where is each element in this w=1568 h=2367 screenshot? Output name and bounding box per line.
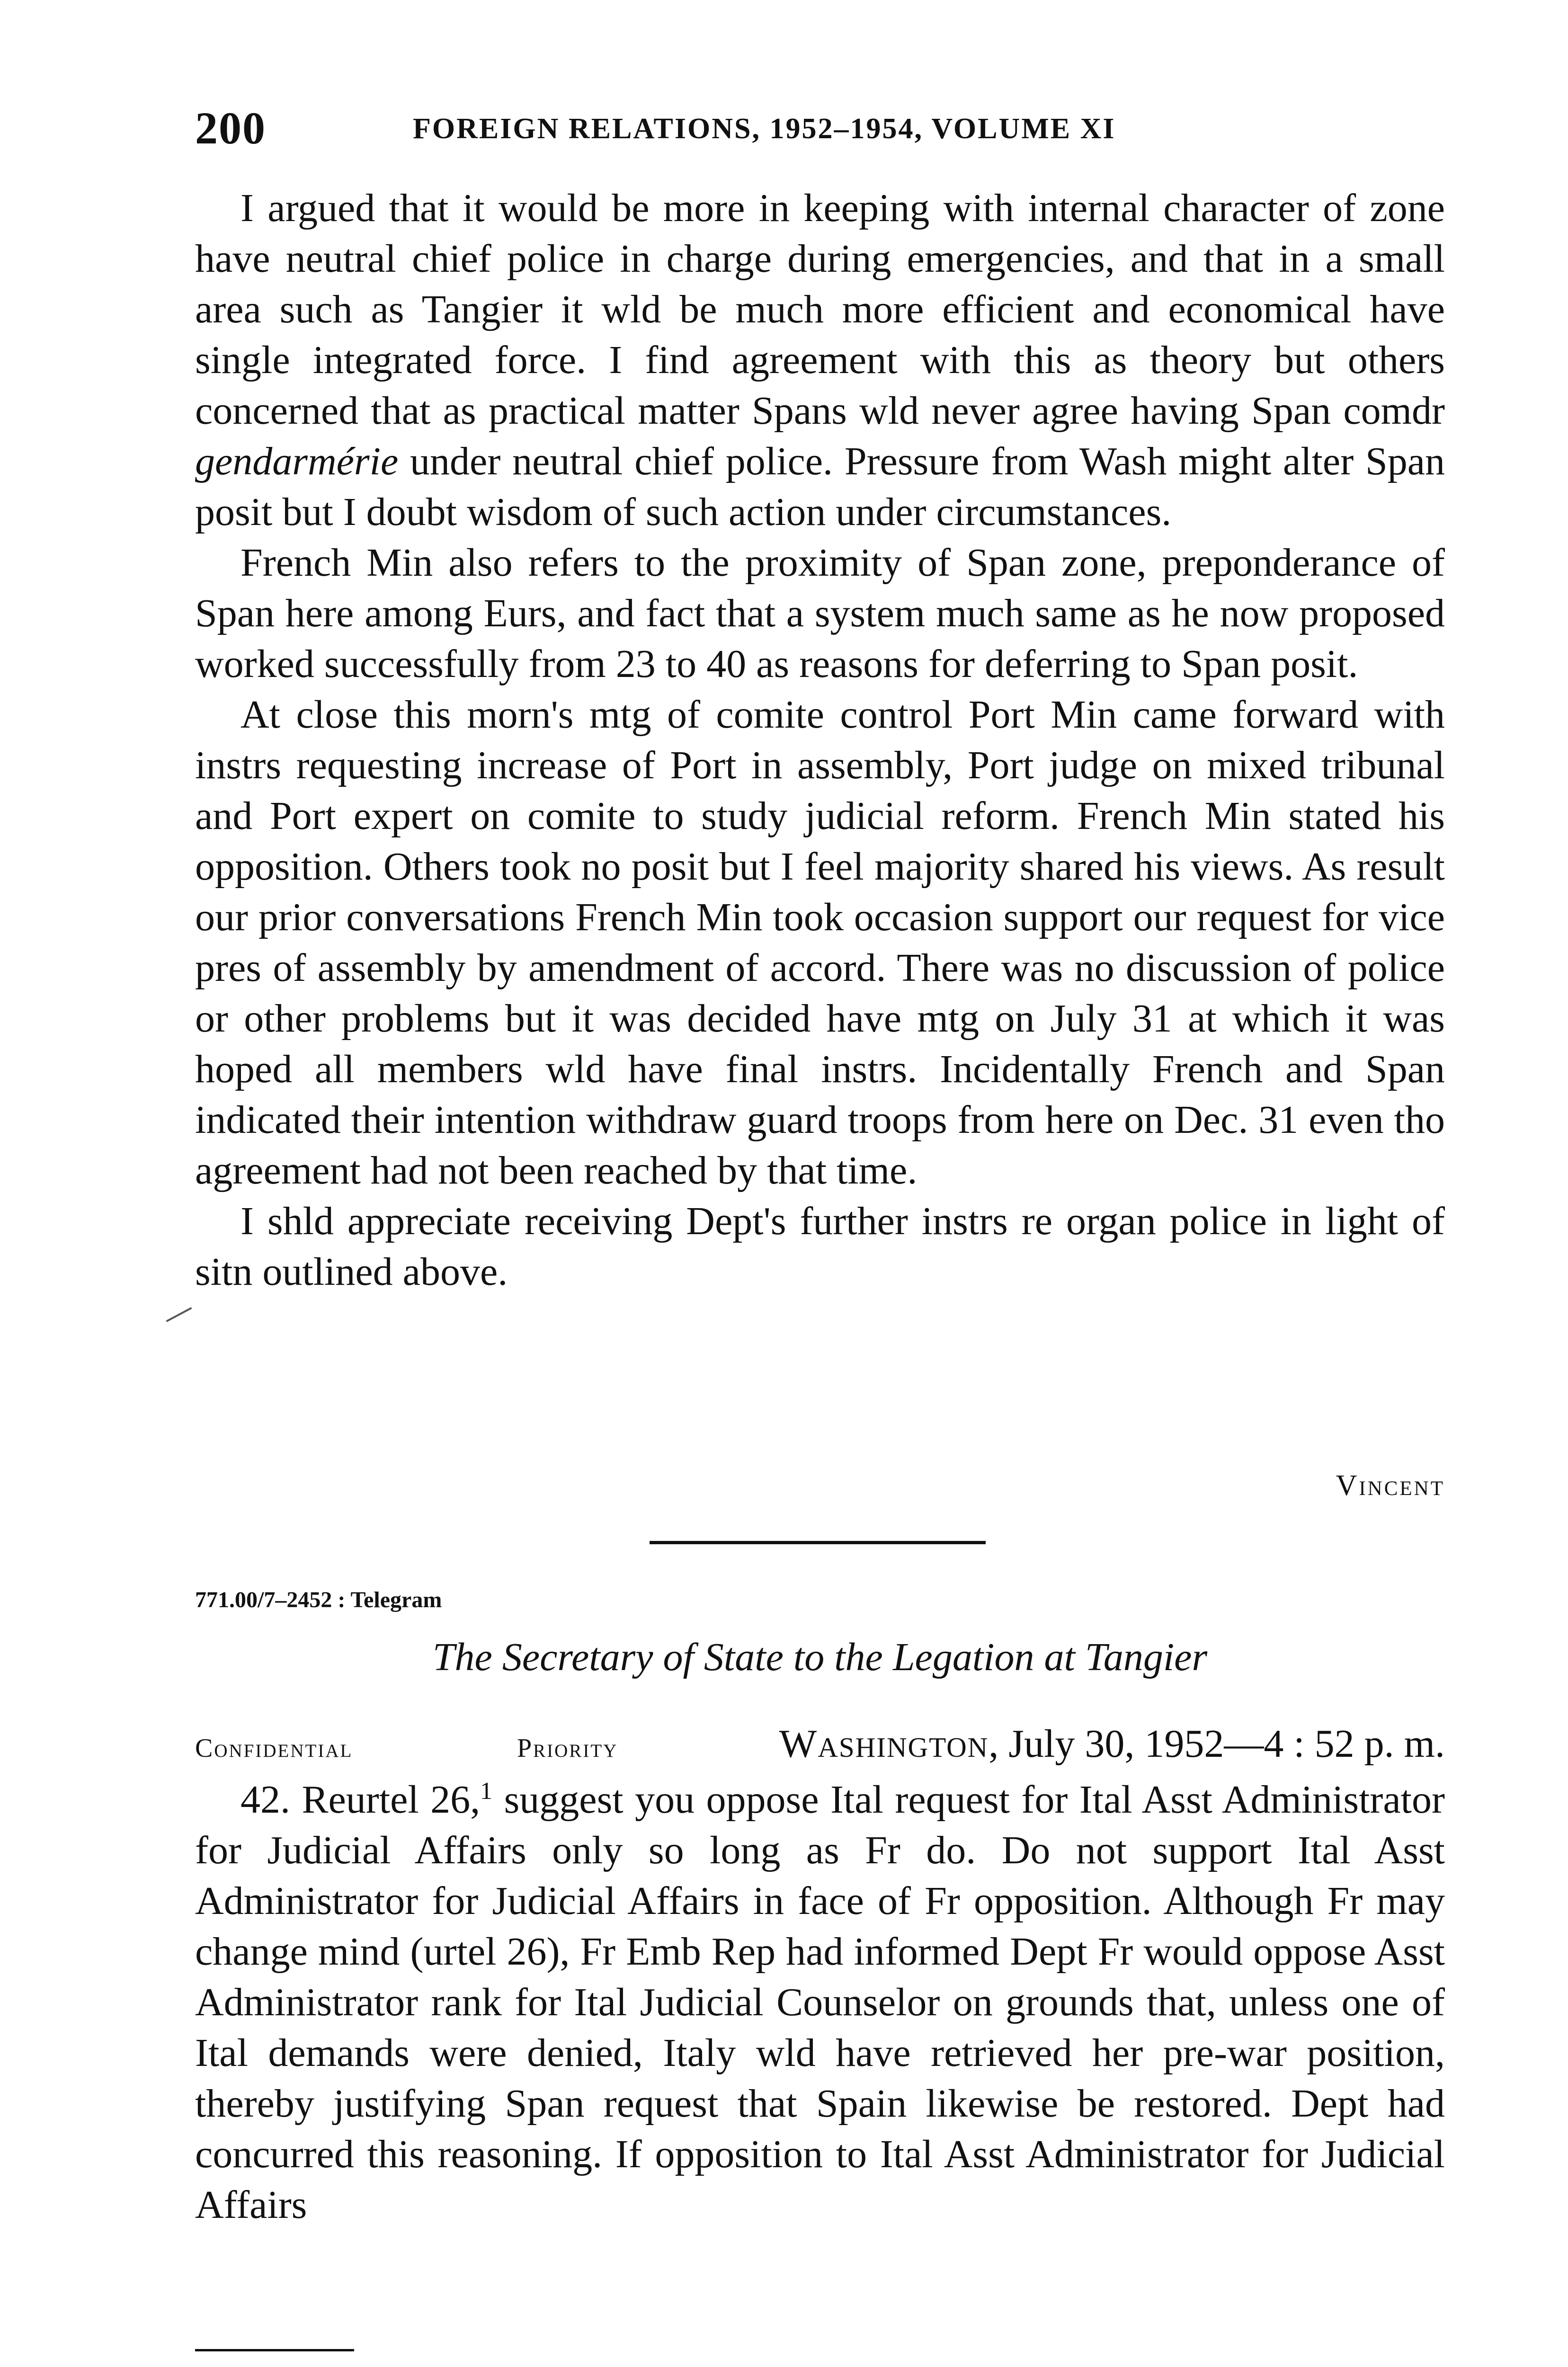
p1-before: I argued that it would be more in keeping with internal character of zone have neutral chief police in charge during emergencies, and that in a small area such as Tangier it wld be much more efficient and economical have single integrated force. I find agreement with this as theory but others concerned that as practical matter Spans wld never agree having Span comdr — [195, 186, 1445, 433]
para-rest: suggest you oppose Ital request for Ital Asst Administrator for Judicial Affairs only so long as Fr do. Do not support Ital Asst Administrator for Judicial Affairs in face of Fr opposition. Although Fr may change mind (urtel 26), Fr Emb Rep had informed Dept Fr would oppose Asst Administrator rank for Ital Judicial Counselor on grounds that, unless one of Ital demands were denied, Italy wld have retrieved her pre-war position, thereby justifying Span request that Spain likewise be restored. Dept had concurred this reasoning. If opposition to Ital Asst Administrator for Judicial Affairs — [195, 1778, 1445, 2227]
classification-line — [195, 1721, 1445, 1773]
document-title: The Secretary of State to the Legation at Tangier — [432, 1635, 1208, 1679]
margin-pencil-mark — [166, 1307, 192, 1322]
page-number: 200 — [195, 103, 266, 153]
body-paragraph-3: At close this morn's mtg of comite control Port Min came forward with instrs requesting increase of Port in assembly, Port judge on mixed tribunal and Port expert on comite to study judicial reform. French Min stated his opposition. Others took no posit but I feel majority shared his views. As result our prior conversations French Min took occasion support our request for vice pres of assembly by amendment of accord. There was no discussion of police or other problems but it was decided have mtg on July 31 at which it was hoped all members wld have final instrs. Incidentally French and Span indicated their intention withdraw guard troops from here on Dec. 31 even tho agreement had not been reached by that time. — [195, 693, 1445, 1192]
body-paragraph-1 — [195, 183, 1445, 537]
para-lead: 42. Reurtel 26, — [241, 1778, 481, 1822]
body-paragraph-2: French Min also refers to the proximity of Span zone, preponderance of Span here among Eurs, and fact that a system much same as he now proposed worked successfully from 23 to 40 as reasons for deferring to Span posit. — [195, 541, 1445, 686]
classification: Confidential — [195, 1734, 353, 1763]
p1-italic: gendarmérie — [195, 439, 399, 483]
telegram-body — [195, 1774, 1445, 2230]
section-separator — [650, 1541, 986, 1544]
signature: Vincent — [1336, 1469, 1445, 1502]
footnote-reference[interactable]: 1 — [480, 1778, 493, 1805]
running-title: FOREIGN RELATIONS, 1952–1954, VOLUME XI — [413, 113, 1116, 145]
p1-after: under neutral chief police. Pressure from Wash might alter Span posit but I doubt wisdom of such action under circumstances. — [195, 439, 1445, 534]
precedence: Priority — [517, 1734, 618, 1763]
telegram-paragraph — [195, 1774, 1445, 2230]
telegram-continuation — [195, 183, 1445, 1297]
running-head — [195, 102, 1445, 159]
file-reference: 771.00/7–2452 : Telegram — [195, 1587, 442, 1612]
body-paragraph-4: I shld appreciate receiving Dept's further instrs re organ police in light of sitn outlined above. — [195, 1199, 1445, 1294]
dateline — [779, 1721, 1445, 1767]
dateline-place: Washington — [779, 1722, 989, 1766]
footnote-rule — [195, 2349, 354, 2351]
footnote — [195, 2362, 1445, 2367]
dateline-date: , July 30, 1952—4 : 52 p. m. — [989, 1722, 1445, 1766]
